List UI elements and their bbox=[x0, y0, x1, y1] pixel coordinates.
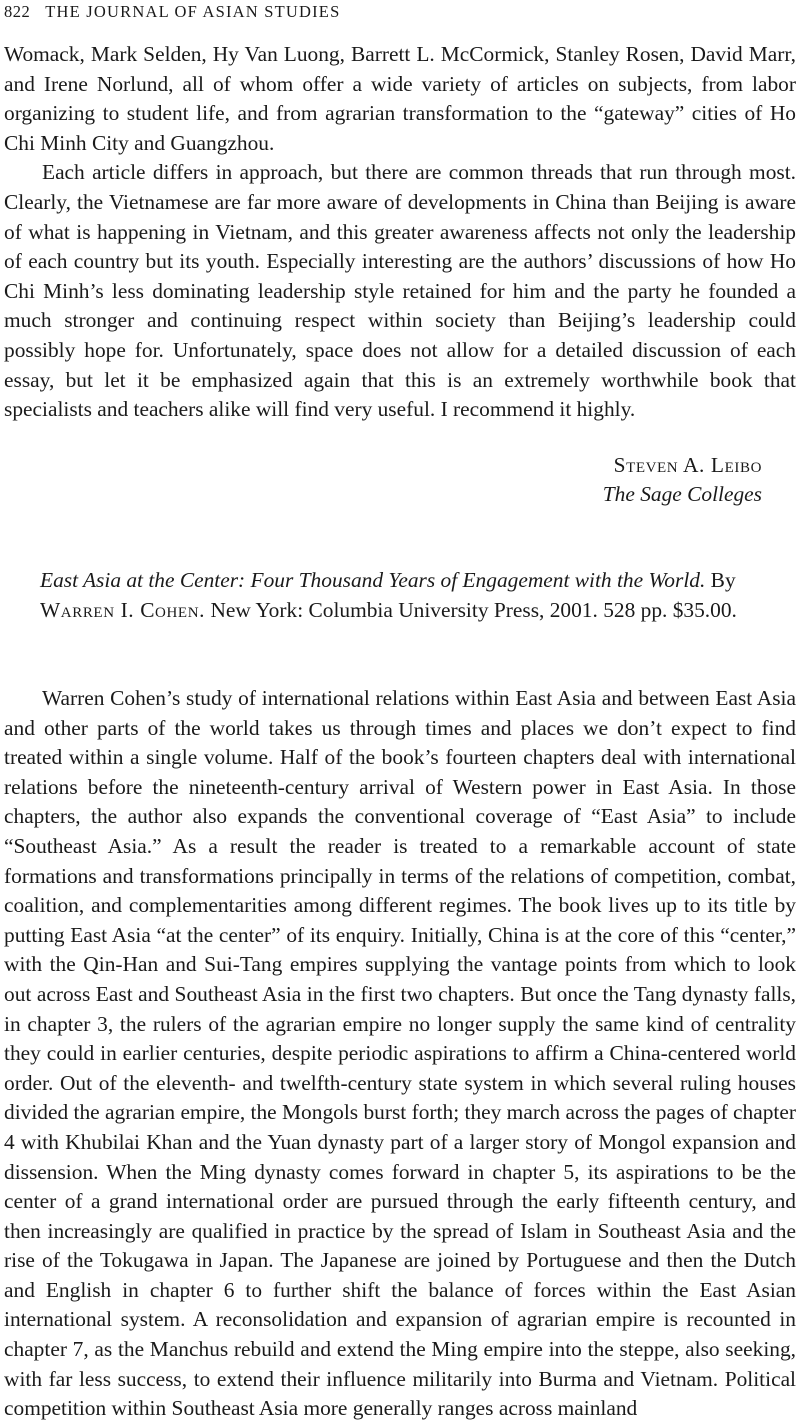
previous-review-text bbox=[4, 40, 796, 425]
paragraph: Warren Cohen’s study of international relations within East Asia and between East Asia and other parts of the world takes us through times and places we don’t expect to find treated within a single volume. Half of the book’s fourteen chapters deal with international relations before the nineteenth-century arrival of Western power in East Asia. In those chapters, the author also expands the conventional coverage of “East Asia” to include “Southeast Asia.” As a result the reader is treated to a remarkable account of state formations and transformations principally in terms of the relations of competition, combat, coalition, and complementarities among different regimes. The book lives up to its title by putting East Asia “at the center” of its enquiry. Initially, China is at the core of this “center,” with the Qin-Han and Sui-Tang empires supplying the vantage points from which to look out across East and Southeast Asia in the first two chapters. But once the Tang dynasty falls, in chapter 3, the rulers of the agrarian empire no longer supply the same kind of centrality they could in earlier centuries, despite periodic aspirations to affirm a China-centered world order. Out of the eleventh- and twelfth-century state system in which several ruling houses divided the agrarian empire, the Mongols burst forth; they march across the pages of chapter 4 with Khubilai Khan and the Yuan dynasty part of a larger story of Mongol expansion and dissension. When the Ming dynasty comes forward in chapter 5, its aspirations to be the center of a grand international order are pursued through the early fifteenth century, and then increasingly are qualified in practice by the spread of Islam in Southeast Asia and the rise of the Tokugawa in Japan. The Japanese are joined by Portuguese and then the Dutch and English in chapter 6 to further shift the balance of forces within the East Asian international system. A reconsolidation and expansion of agrarian empire is recounted in chapter 7, as the Manchus rebuild and extend the Ming empire into the steppe, also seeking, with far less success, to extend their influence militarily into Burma and Vietnam. Political competition within Southeast Asia more generally ranges across mainland bbox=[4, 686, 796, 1421]
paragraph: Womack, Mark Selden, Hy Van Luong, Barrett L. McCormick, Stanley Rosen, David Marr, and Irene Norlund, all of whom offer a wide variety of articles on subjects, from labor organizing to student life, and from agrarian transformation to the “gateway” cities of Ho Chi Minh City and Guangzhou. bbox=[4, 42, 796, 155]
journal-title: THE JOURNAL OF ASIAN STUDIES bbox=[45, 2, 341, 21]
book-author: Warren I. Cohen. bbox=[40, 597, 206, 622]
reviewer-name: Steven A. Leibo bbox=[613, 453, 762, 477]
book-title: East Asia at the Center: Four Thousand Years of Engagement with the World. bbox=[40, 568, 706, 592]
running-head bbox=[4, 2, 340, 22]
reviewer-institution: The Sage Colleges bbox=[602, 482, 762, 506]
book-publication: New York: Columbia University Press, 2001. 528 pp. $35.00. bbox=[210, 597, 737, 622]
book-citation bbox=[40, 566, 780, 625]
paragraph: Each article differs in approach, but there are common threads that run through most. Clearly, the Vietnamese are far more aware of developments in China than Beijing is aware of what is happening in Vietnam, and this greater awareness affects not only the leadership of each country but its youth. Especially interesting are the authors’ discussions of how Ho Chi Minh’s less dominating leadership style retained for him and the party he founded a much stronger and continuing respect within society than Beijing’s leadership could possibly hope for. Unfortunately, space does not allow for a detailed discussion of each essay, but let it be emphasized again that this is an extremely worthwhile book that specialists and teachers alike will find very useful. I recommend it highly. bbox=[4, 160, 796, 422]
page-number: 822 bbox=[4, 2, 31, 21]
book-by: By bbox=[710, 568, 736, 592]
review-text bbox=[4, 684, 796, 1424]
